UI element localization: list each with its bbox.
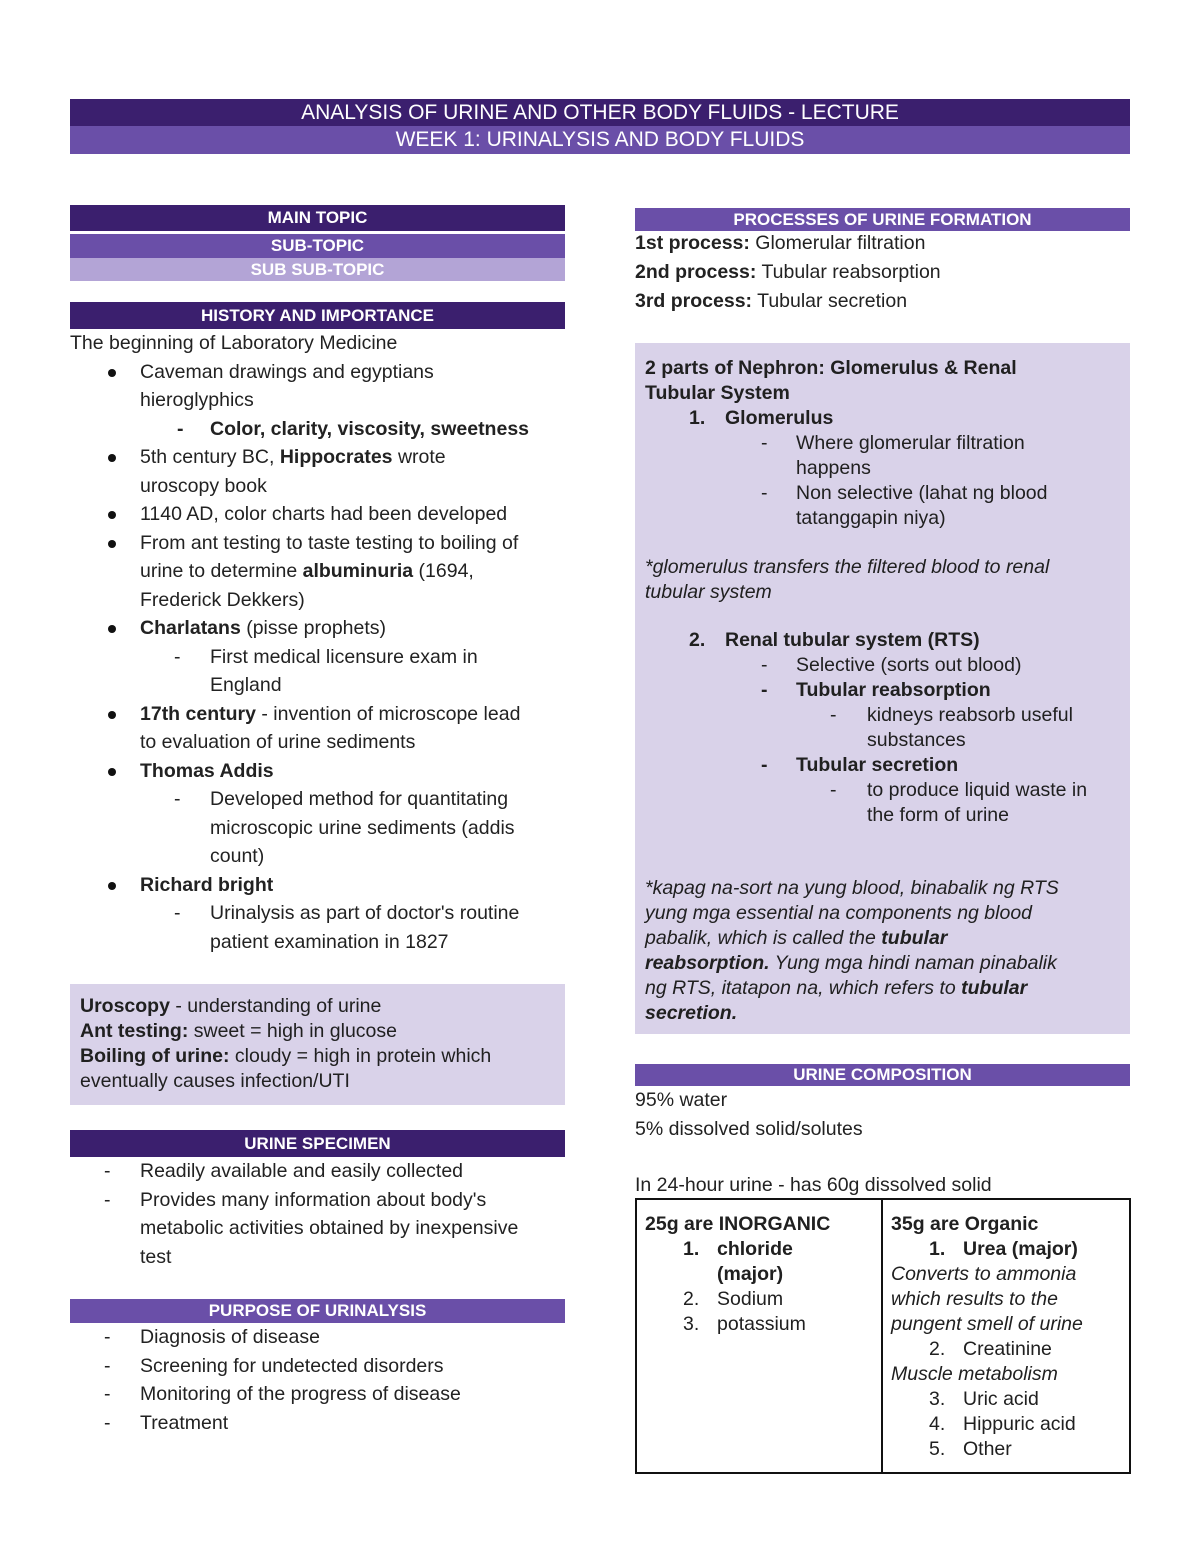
legend-main-topic: MAIN TOPIC: [70, 205, 565, 231]
summary-boiling-cont: eventually causes infection/UTI: [80, 1070, 350, 1092]
legend-sub-sub-topic: SUB SUB-TOPIC: [70, 258, 565, 281]
list-item: 1140 AD, color charts had been developed: [70, 500, 565, 529]
history-heading: HISTORY AND IMPORTANCE: [70, 302, 565, 329]
organic-title: 35g are Organic: [891, 1213, 1039, 1235]
purpose-section: [70, 1299, 565, 1437]
process-2: 2nd process: Tubular reabsorption: [635, 261, 941, 283]
list-item: Charlatans (pisse prophets): [70, 614, 565, 643]
processes-section: [635, 208, 1130, 316]
list-item: - Readily available and easily collected: [70, 1157, 565, 1186]
composition-heading: URINE COMPOSITION: [635, 1064, 1130, 1086]
list-item: - Urinalysis as part of doctor's routine patient examination in 1827: [70, 899, 565, 956]
list-item: - Screening for undetected disorders: [70, 1352, 565, 1381]
list-item: - Selective (sorts out blood): [645, 653, 1120, 678]
list-item: 4. Hippuric acid: [929, 1413, 1076, 1435]
list-item: - Monitoring of the progress of disease: [70, 1380, 565, 1409]
list-item: - kidneys reabsorb useful substances: [645, 703, 1120, 753]
composition-daily: In 24-hour urine - has 60g dissolved solid: [635, 1174, 992, 1196]
rts-note: *kapag na-sort na yung blood, binabalik ng RTS yung mga essential na components ng blood pabalik, which is called the tubular reabsorption. Yung mga hindi naman pinabalik ng RTS, itatapon na, which refers to tubular secretion.: [645, 877, 1059, 1024]
urea-note: Converts to ammonia which results to the pungent smell of urine: [891, 1263, 1083, 1335]
summary-box: [70, 984, 565, 1105]
list-item: 3. potassium: [683, 1313, 806, 1335]
list-item: 2. Creatinine: [929, 1338, 1052, 1360]
composition-section: [635, 1064, 1130, 1200]
document-title: ANALYSIS OF URINE AND OTHER BODY FLUIDS - LECTURE: [70, 99, 1130, 126]
list-item: Richard bright: [70, 871, 565, 900]
list-item: - First medical licensure exam in England: [70, 643, 565, 700]
specimen-heading: URINE SPECIMEN: [70, 1130, 565, 1157]
processes-heading: PROCESSES OF URINE FORMATION: [635, 208, 1130, 231]
inorganic-title: 25g are INORGANIC: [645, 1213, 831, 1235]
list-item: 2. Sodium: [683, 1288, 784, 1310]
creatinine-note: Muscle metabolism: [891, 1363, 1058, 1385]
specimen-section: [70, 1130, 565, 1271]
history-body: [70, 329, 565, 956]
list-item: - Diagnosis of disease: [70, 1323, 565, 1352]
list-item: - Tubular reabsorption: [645, 678, 1120, 703]
summary-boiling: Boiling of urine: cloudy = high in protein which: [80, 1045, 492, 1067]
glomerulus-note: *glomerulus transfers the filtered blood to renal tubular system: [645, 556, 1050, 603]
list-item: Thomas Addis: [70, 757, 565, 786]
legend-sub-topic: SUB-TOPIC: [70, 234, 565, 258]
list-item: - Where glomerular filtration happens: [645, 431, 1120, 481]
list-item: Caveman drawings and egyptians hieroglyphics: [70, 358, 565, 415]
list-item: - Non selective (lahat ng blood tatanggapin niya): [645, 481, 1120, 531]
list-item: - Developed method for quantitating microscopic urine sediments (addis count): [70, 785, 565, 871]
list-item: - Provides many information about body's metabolic activities obtained by inexpensive test: [70, 1186, 565, 1272]
history-intro: The beginning of Laboratory Medicine: [70, 332, 398, 354]
document-subtitle: WEEK 1: URINALYSIS AND BODY FLUIDS: [70, 126, 1130, 154]
legend: [70, 205, 565, 281]
glomerulus-heading: 1. Glomerulus: [689, 407, 834, 429]
list-item: 5th century BC, Hippocrates wrote uroscopy book: [70, 443, 565, 500]
list-item: 3. Uric acid: [929, 1388, 1039, 1410]
nephron-title: 2 parts of Nephron: Glomerulus & Renal Tubular System: [645, 357, 1017, 404]
list-item: From ant testing to taste testing to boiling of urine to determine albuminuria (1694, Frederick Dekkers): [70, 529, 565, 615]
purpose-heading: PURPOSE OF URINALYSIS: [70, 1299, 565, 1323]
list-item: - to produce liquid waste in the form of urine: [645, 778, 1120, 828]
summary-ant-testing: Ant testing: sweet = high in glucose: [80, 1020, 398, 1042]
list-item: - Color, clarity, viscosity, sweetness: [70, 415, 565, 444]
list-item: 1. Urea (major): [929, 1238, 1078, 1260]
summary-uroscopy: Uroscopy - understanding of urine: [80, 995, 382, 1017]
organic-cell: [882, 1199, 1130, 1473]
composition-solids: 5% dissolved solid/solutes: [635, 1118, 863, 1140]
solids-table: [635, 1198, 1131, 1474]
composition-water: 95% water: [635, 1089, 728, 1111]
process-3: 3rd process: Tubular secretion: [635, 290, 908, 312]
list-item: 17th century - invention of microscope lead to evaluation of urine sediments: [70, 700, 565, 757]
inorganic-cell: [636, 1199, 882, 1473]
list-item: 5. Other: [929, 1438, 1012, 1460]
list-item: - Treatment: [70, 1409, 565, 1438]
list-item: - Tubular secretion: [645, 753, 1120, 778]
list-item: 1. chloride (major): [683, 1238, 793, 1285]
rts-heading: 2. Renal tubular system (RTS): [689, 629, 980, 651]
history-section: [70, 302, 565, 956]
nephron-box: [635, 343, 1130, 1034]
process-1: 1st process: Glomerular filtration: [635, 232, 926, 254]
